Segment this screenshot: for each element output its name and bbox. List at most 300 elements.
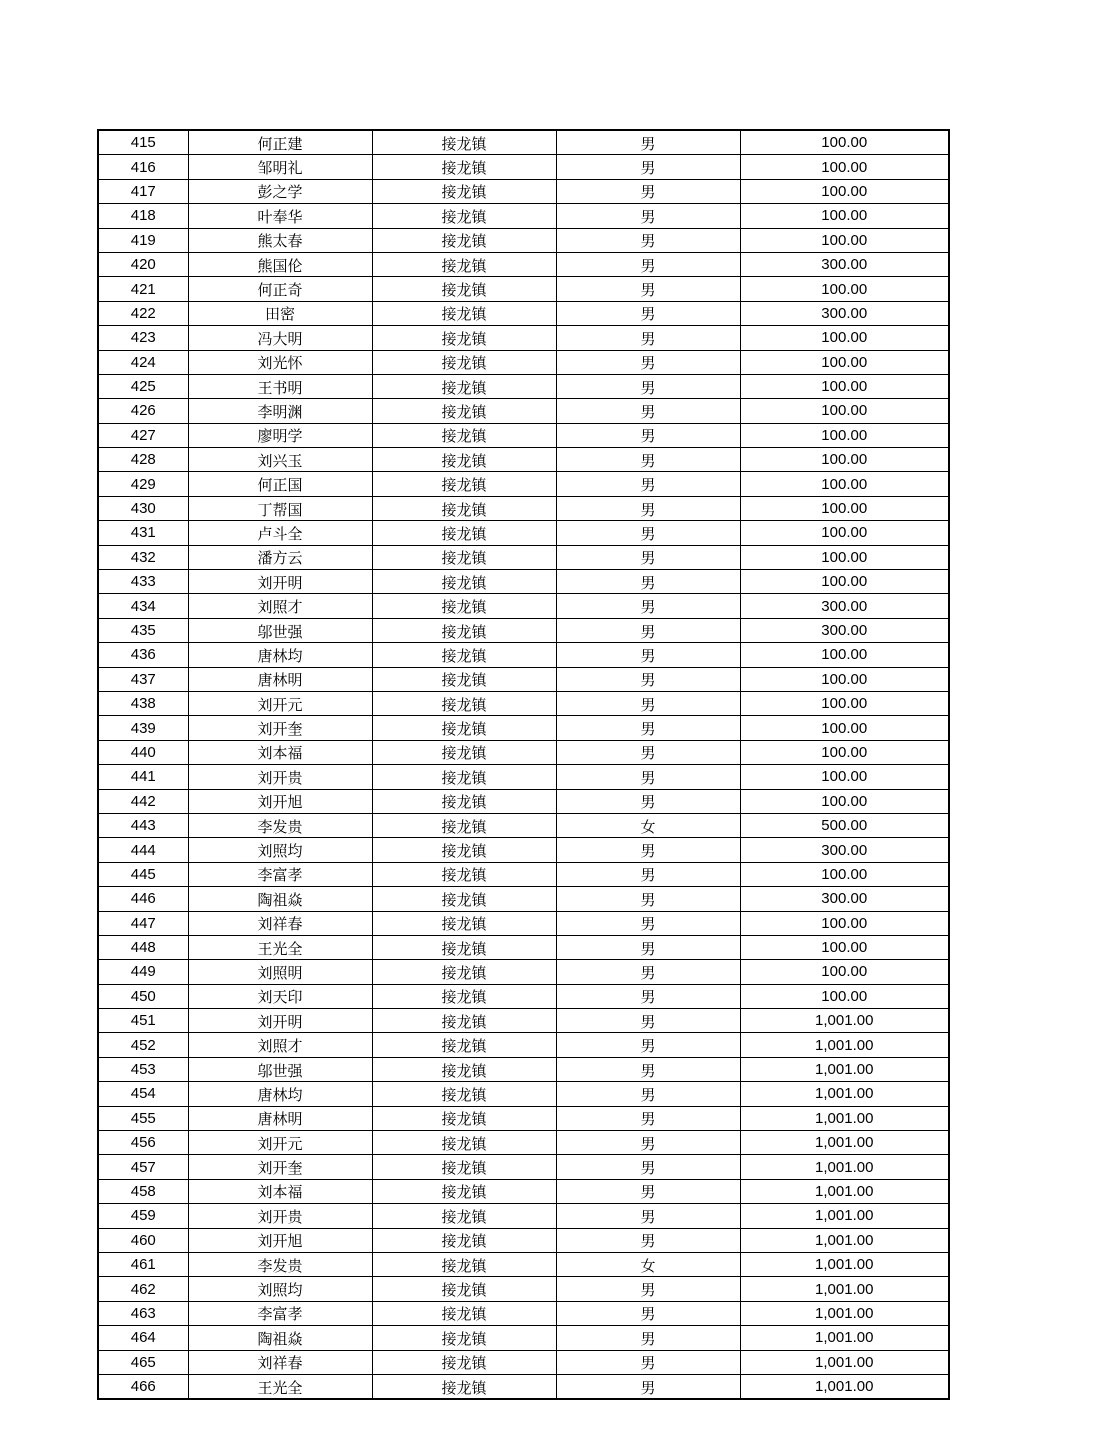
- amount-cell: 500.00: [740, 813, 949, 837]
- name-cell: 冯大明: [188, 326, 372, 350]
- row-number-cell: 433: [98, 570, 188, 594]
- gender-cell: 男: [556, 691, 740, 715]
- name-cell: 熊国伦: [188, 252, 372, 276]
- name-cell: 刘照明: [188, 960, 372, 984]
- table-row: [98, 789, 949, 813]
- town-cell: 接龙镇: [372, 1082, 556, 1106]
- town-cell: 接龙镇: [372, 862, 556, 886]
- table-row: [98, 130, 949, 155]
- amount-cell: 1,001.00: [740, 1033, 949, 1057]
- table-row: [98, 1374, 949, 1399]
- name-cell: 唐林均: [188, 1082, 372, 1106]
- town-cell: 接龙镇: [372, 1301, 556, 1325]
- gender-cell: 男: [556, 1155, 740, 1179]
- town-cell: 接龙镇: [372, 911, 556, 935]
- amount-cell: 300.00: [740, 618, 949, 642]
- town-cell: 接龙镇: [372, 1057, 556, 1081]
- row-number-cell: 420: [98, 252, 188, 276]
- name-cell: 李富孝: [188, 862, 372, 886]
- town-cell: 接龙镇: [372, 789, 556, 813]
- amount-cell: 100.00: [740, 911, 949, 935]
- table-row: [98, 643, 949, 667]
- row-number-cell: 431: [98, 521, 188, 545]
- amount-cell: 100.00: [740, 228, 949, 252]
- row-number-cell: 455: [98, 1106, 188, 1130]
- row-number-cell: 421: [98, 277, 188, 301]
- amount-cell: 1,001.00: [740, 1155, 949, 1179]
- table-row: [98, 618, 949, 642]
- name-cell: 刘开贵: [188, 765, 372, 789]
- table-row: [98, 496, 949, 520]
- amount-cell: 1,001.00: [740, 1179, 949, 1203]
- amount-cell: 100.00: [740, 155, 949, 179]
- gender-cell: 男: [556, 984, 740, 1008]
- name-cell: 李明渊: [188, 399, 372, 423]
- amount-cell: 1,001.00: [740, 1252, 949, 1276]
- row-number-cell: 449: [98, 960, 188, 984]
- amount-cell: 100.00: [740, 960, 949, 984]
- gender-cell: 男: [556, 326, 740, 350]
- gender-cell: 男: [556, 765, 740, 789]
- gender-cell: 男: [556, 521, 740, 545]
- amount-cell: 1,001.00: [740, 1082, 949, 1106]
- row-number-cell: 438: [98, 691, 188, 715]
- amount-cell: 1,001.00: [740, 1204, 949, 1228]
- amount-cell: 100.00: [740, 862, 949, 886]
- amount-cell: 100.00: [740, 130, 949, 155]
- gender-cell: 男: [556, 838, 740, 862]
- town-cell: 接龙镇: [372, 1155, 556, 1179]
- row-number-cell: 419: [98, 228, 188, 252]
- gender-cell: 男: [556, 204, 740, 228]
- gender-cell: 男: [556, 1131, 740, 1155]
- table-row: [98, 1033, 949, 1057]
- table-row: [98, 204, 949, 228]
- amount-cell: 300.00: [740, 301, 949, 325]
- table-row: [98, 155, 949, 179]
- amount-cell: 300.00: [740, 838, 949, 862]
- row-number-cell: 437: [98, 667, 188, 691]
- name-cell: 唐林均: [188, 643, 372, 667]
- town-cell: 接龙镇: [372, 350, 556, 374]
- name-cell: 唐林明: [188, 1106, 372, 1130]
- amount-cell: 100.00: [740, 204, 949, 228]
- table-row: [98, 594, 949, 618]
- town-cell: 接龙镇: [372, 691, 556, 715]
- town-cell: 接龙镇: [372, 252, 556, 276]
- table-row: [98, 911, 949, 935]
- row-number-cell: 466: [98, 1374, 188, 1399]
- name-cell: 王光全: [188, 935, 372, 959]
- town-cell: 接龙镇: [372, 618, 556, 642]
- gender-cell: 男: [556, 130, 740, 155]
- gender-cell: 男: [556, 618, 740, 642]
- table-row: [98, 252, 949, 276]
- name-cell: 刘开明: [188, 570, 372, 594]
- table-row: [98, 521, 949, 545]
- table-row: [98, 228, 949, 252]
- table-row: [98, 350, 949, 374]
- row-number-cell: 461: [98, 1252, 188, 1276]
- town-cell: 接龙镇: [372, 496, 556, 520]
- town-cell: 接龙镇: [372, 570, 556, 594]
- gender-cell: 男: [556, 399, 740, 423]
- gender-cell: 男: [556, 1301, 740, 1325]
- gender-cell: 男: [556, 252, 740, 276]
- row-number-cell: 458: [98, 1179, 188, 1203]
- amount-cell: 1,001.00: [740, 1009, 949, 1033]
- town-cell: 接龙镇: [372, 374, 556, 398]
- gender-cell: 男: [556, 496, 740, 520]
- gender-cell: 男: [556, 862, 740, 886]
- amount-cell: 300.00: [740, 887, 949, 911]
- row-number-cell: 434: [98, 594, 188, 618]
- table-row: [98, 1057, 949, 1081]
- town-cell: 接龙镇: [372, 838, 556, 862]
- town-cell: 接龙镇: [372, 716, 556, 740]
- row-number-cell: 450: [98, 984, 188, 1008]
- amount-cell: 100.00: [740, 935, 949, 959]
- amount-cell: 300.00: [740, 252, 949, 276]
- gender-cell: 男: [556, 740, 740, 764]
- row-number-cell: 444: [98, 838, 188, 862]
- amount-cell: 100.00: [740, 399, 949, 423]
- amount-cell: 100.00: [740, 374, 949, 398]
- row-number-cell: 442: [98, 789, 188, 813]
- name-cell: 何正建: [188, 130, 372, 155]
- amount-cell: 100.00: [740, 691, 949, 715]
- row-number-cell: 428: [98, 448, 188, 472]
- gender-cell: 男: [556, 667, 740, 691]
- name-cell: 何正奇: [188, 277, 372, 301]
- name-cell: 邹明礼: [188, 155, 372, 179]
- name-cell: 刘开元: [188, 691, 372, 715]
- gender-cell: 男: [556, 960, 740, 984]
- gender-cell: 男: [556, 570, 740, 594]
- town-cell: 接龙镇: [372, 1350, 556, 1374]
- town-cell: 接龙镇: [372, 1228, 556, 1252]
- table-row: [98, 1106, 949, 1130]
- town-cell: 接龙镇: [372, 887, 556, 911]
- amount-cell: 1,001.00: [740, 1057, 949, 1081]
- row-number-cell: 426: [98, 399, 188, 423]
- name-cell: 刘照才: [188, 594, 372, 618]
- table-row: [98, 1277, 949, 1301]
- gender-cell: 男: [556, 594, 740, 618]
- gender-cell: 男: [556, 1033, 740, 1057]
- name-cell: 王书明: [188, 374, 372, 398]
- gender-cell: 男: [556, 1277, 740, 1301]
- name-cell: 熊太春: [188, 228, 372, 252]
- town-cell: 接龙镇: [372, 1131, 556, 1155]
- gender-cell: 男: [556, 1179, 740, 1203]
- row-number-cell: 424: [98, 350, 188, 374]
- gender-cell: 男: [556, 1009, 740, 1033]
- town-cell: 接龙镇: [372, 1204, 556, 1228]
- table-row: [98, 862, 949, 886]
- amount-cell: 1,001.00: [740, 1131, 949, 1155]
- gender-cell: 男: [556, 1106, 740, 1130]
- town-cell: 接龙镇: [372, 740, 556, 764]
- table-body: [98, 130, 949, 1399]
- amount-cell: 100.00: [740, 789, 949, 813]
- amount-cell: 100.00: [740, 521, 949, 545]
- town-cell: 接龙镇: [372, 448, 556, 472]
- row-number-cell: 430: [98, 496, 188, 520]
- amount-cell: 100.00: [740, 740, 949, 764]
- town-cell: 接龙镇: [372, 204, 556, 228]
- row-number-cell: 451: [98, 1009, 188, 1033]
- row-number-cell: 452: [98, 1033, 188, 1057]
- town-cell: 接龙镇: [372, 667, 556, 691]
- amount-cell: 1,001.00: [740, 1106, 949, 1130]
- gender-cell: 男: [556, 1082, 740, 1106]
- table-row: [98, 838, 949, 862]
- town-cell: 接龙镇: [372, 472, 556, 496]
- row-number-cell: 440: [98, 740, 188, 764]
- data-table: [97, 129, 950, 1400]
- amount-cell: 100.00: [740, 448, 949, 472]
- row-number-cell: 459: [98, 1204, 188, 1228]
- table-row: [98, 716, 949, 740]
- name-cell: 刘祥春: [188, 911, 372, 935]
- amount-cell: 1,001.00: [740, 1301, 949, 1325]
- gender-cell: 男: [556, 545, 740, 569]
- name-cell: 刘兴玉: [188, 448, 372, 472]
- amount-cell: 100.00: [740, 277, 949, 301]
- gender-cell: 男: [556, 1204, 740, 1228]
- amount-cell: 1,001.00: [740, 1374, 949, 1399]
- row-number-cell: 439: [98, 716, 188, 740]
- row-number-cell: 460: [98, 1228, 188, 1252]
- table-row: [98, 570, 949, 594]
- gender-cell: 女: [556, 813, 740, 837]
- gender-cell: 男: [556, 448, 740, 472]
- gender-cell: 男: [556, 374, 740, 398]
- table-row: [98, 984, 949, 1008]
- name-cell: 刘开旭: [188, 1228, 372, 1252]
- row-number-cell: 417: [98, 179, 188, 203]
- row-number-cell: 453: [98, 1057, 188, 1081]
- table-row: [98, 813, 949, 837]
- amount-cell: 1,001.00: [740, 1326, 949, 1350]
- name-cell: 彭之学: [188, 179, 372, 203]
- amount-cell: 100.00: [740, 326, 949, 350]
- row-number-cell: 446: [98, 887, 188, 911]
- amount-cell: 100.00: [740, 984, 949, 1008]
- table-row: [98, 887, 949, 911]
- amount-cell: 100.00: [740, 570, 949, 594]
- town-cell: 接龙镇: [372, 813, 556, 837]
- name-cell: 李富孝: [188, 1301, 372, 1325]
- row-number-cell: 436: [98, 643, 188, 667]
- name-cell: 刘开元: [188, 1131, 372, 1155]
- table-row: [98, 935, 949, 959]
- name-cell: 王光全: [188, 1374, 372, 1399]
- town-cell: 接龙镇: [372, 960, 556, 984]
- table-row: [98, 765, 949, 789]
- gender-cell: 男: [556, 1057, 740, 1081]
- amount-cell: 100.00: [740, 545, 949, 569]
- table-row: [98, 179, 949, 203]
- table-row: [98, 545, 949, 569]
- town-cell: 接龙镇: [372, 277, 556, 301]
- name-cell: 刘祥春: [188, 1350, 372, 1374]
- gender-cell: 男: [556, 301, 740, 325]
- name-cell: 陶祖焱: [188, 1326, 372, 1350]
- town-cell: 接龙镇: [372, 1009, 556, 1033]
- amount-cell: 1,001.00: [740, 1277, 949, 1301]
- name-cell: 何正国: [188, 472, 372, 496]
- row-number-cell: 427: [98, 423, 188, 447]
- amount-cell: 100.00: [740, 496, 949, 520]
- name-cell: 刘本福: [188, 740, 372, 764]
- row-number-cell: 416: [98, 155, 188, 179]
- table-row: [98, 960, 949, 984]
- name-cell: 廖明学: [188, 423, 372, 447]
- gender-cell: 男: [556, 179, 740, 203]
- town-cell: 接龙镇: [372, 179, 556, 203]
- town-cell: 接龙镇: [372, 545, 556, 569]
- row-number-cell: 432: [98, 545, 188, 569]
- amount-cell: 100.00: [740, 472, 949, 496]
- town-cell: 接龙镇: [372, 423, 556, 447]
- name-cell: 陶祖焱: [188, 887, 372, 911]
- row-number-cell: 454: [98, 1082, 188, 1106]
- town-cell: 接龙镇: [372, 1179, 556, 1203]
- row-number-cell: 423: [98, 326, 188, 350]
- gender-cell: 男: [556, 887, 740, 911]
- town-cell: 接龙镇: [372, 130, 556, 155]
- town-cell: 接龙镇: [372, 1374, 556, 1399]
- name-cell: 李发贵: [188, 1252, 372, 1276]
- name-cell: 刘照均: [188, 838, 372, 862]
- table-row: [98, 399, 949, 423]
- gender-cell: 女: [556, 1252, 740, 1276]
- table-row: [98, 326, 949, 350]
- name-cell: 潘方云: [188, 545, 372, 569]
- name-cell: 丁帮国: [188, 496, 372, 520]
- gender-cell: 男: [556, 935, 740, 959]
- name-cell: 田密: [188, 301, 372, 325]
- row-number-cell: 429: [98, 472, 188, 496]
- gender-cell: 男: [556, 472, 740, 496]
- gender-cell: 男: [556, 1228, 740, 1252]
- row-number-cell: 462: [98, 1277, 188, 1301]
- name-cell: 刘天印: [188, 984, 372, 1008]
- gender-cell: 男: [556, 423, 740, 447]
- row-number-cell: 447: [98, 911, 188, 935]
- table-row: [98, 1179, 949, 1203]
- table-row: [98, 374, 949, 398]
- name-cell: 刘光怀: [188, 350, 372, 374]
- row-number-cell: 457: [98, 1155, 188, 1179]
- gender-cell: 男: [556, 277, 740, 301]
- name-cell: 卢斗全: [188, 521, 372, 545]
- table-row: [98, 301, 949, 325]
- name-cell: 刘照均: [188, 1277, 372, 1301]
- table-row: [98, 691, 949, 715]
- table-row: [98, 1082, 949, 1106]
- name-cell: 刘开贵: [188, 1204, 372, 1228]
- row-number-cell: 448: [98, 935, 188, 959]
- row-number-cell: 465: [98, 1350, 188, 1374]
- name-cell: 李发贵: [188, 813, 372, 837]
- row-number-cell: 422: [98, 301, 188, 325]
- town-cell: 接龙镇: [372, 326, 556, 350]
- name-cell: 刘开旭: [188, 789, 372, 813]
- row-number-cell: 425: [98, 374, 188, 398]
- name-cell: 刘开奎: [188, 716, 372, 740]
- town-cell: 接龙镇: [372, 594, 556, 618]
- town-cell: 接龙镇: [372, 1106, 556, 1130]
- table-row: [98, 1228, 949, 1252]
- town-cell: 接龙镇: [372, 1033, 556, 1057]
- amount-cell: 300.00: [740, 594, 949, 618]
- amount-cell: 100.00: [740, 179, 949, 203]
- town-cell: 接龙镇: [372, 155, 556, 179]
- gender-cell: 男: [556, 911, 740, 935]
- gender-cell: 男: [556, 1326, 740, 1350]
- row-number-cell: 456: [98, 1131, 188, 1155]
- amount-cell: 100.00: [740, 765, 949, 789]
- table-row: [98, 1252, 949, 1276]
- row-number-cell: 443: [98, 813, 188, 837]
- name-cell: 唐林明: [188, 667, 372, 691]
- gender-cell: 男: [556, 643, 740, 667]
- gender-cell: 男: [556, 1374, 740, 1399]
- town-cell: 接龙镇: [372, 935, 556, 959]
- name-cell: 刘本福: [188, 1179, 372, 1203]
- town-cell: 接龙镇: [372, 1277, 556, 1301]
- name-cell: 邬世强: [188, 618, 372, 642]
- row-number-cell: 445: [98, 862, 188, 886]
- name-cell: 刘照才: [188, 1033, 372, 1057]
- town-cell: 接龙镇: [372, 643, 556, 667]
- gender-cell: 男: [556, 155, 740, 179]
- row-number-cell: 415: [98, 130, 188, 155]
- table-row: [98, 423, 949, 447]
- gender-cell: 男: [556, 350, 740, 374]
- town-cell: 接龙镇: [372, 301, 556, 325]
- amount-cell: 100.00: [740, 716, 949, 740]
- table-row: [98, 1326, 949, 1350]
- row-number-cell: 418: [98, 204, 188, 228]
- table-row: [98, 1350, 949, 1374]
- amount-cell: 100.00: [740, 423, 949, 447]
- amount-cell: 100.00: [740, 350, 949, 374]
- table-row: [98, 1204, 949, 1228]
- name-cell: 刘开奎: [188, 1155, 372, 1179]
- table-row: [98, 1301, 949, 1325]
- table-row: [98, 740, 949, 764]
- gender-cell: 男: [556, 228, 740, 252]
- town-cell: 接龙镇: [372, 399, 556, 423]
- table-row: [98, 277, 949, 301]
- town-cell: 接龙镇: [372, 521, 556, 545]
- row-number-cell: 463: [98, 1301, 188, 1325]
- table-row: [98, 1155, 949, 1179]
- table-row: [98, 1009, 949, 1033]
- town-cell: 接龙镇: [372, 984, 556, 1008]
- amount-cell: 1,001.00: [740, 1350, 949, 1374]
- gender-cell: 男: [556, 716, 740, 740]
- name-cell: 邬世强: [188, 1057, 372, 1081]
- table-row: [98, 1131, 949, 1155]
- town-cell: 接龙镇: [372, 228, 556, 252]
- table-row: [98, 448, 949, 472]
- gender-cell: 男: [556, 789, 740, 813]
